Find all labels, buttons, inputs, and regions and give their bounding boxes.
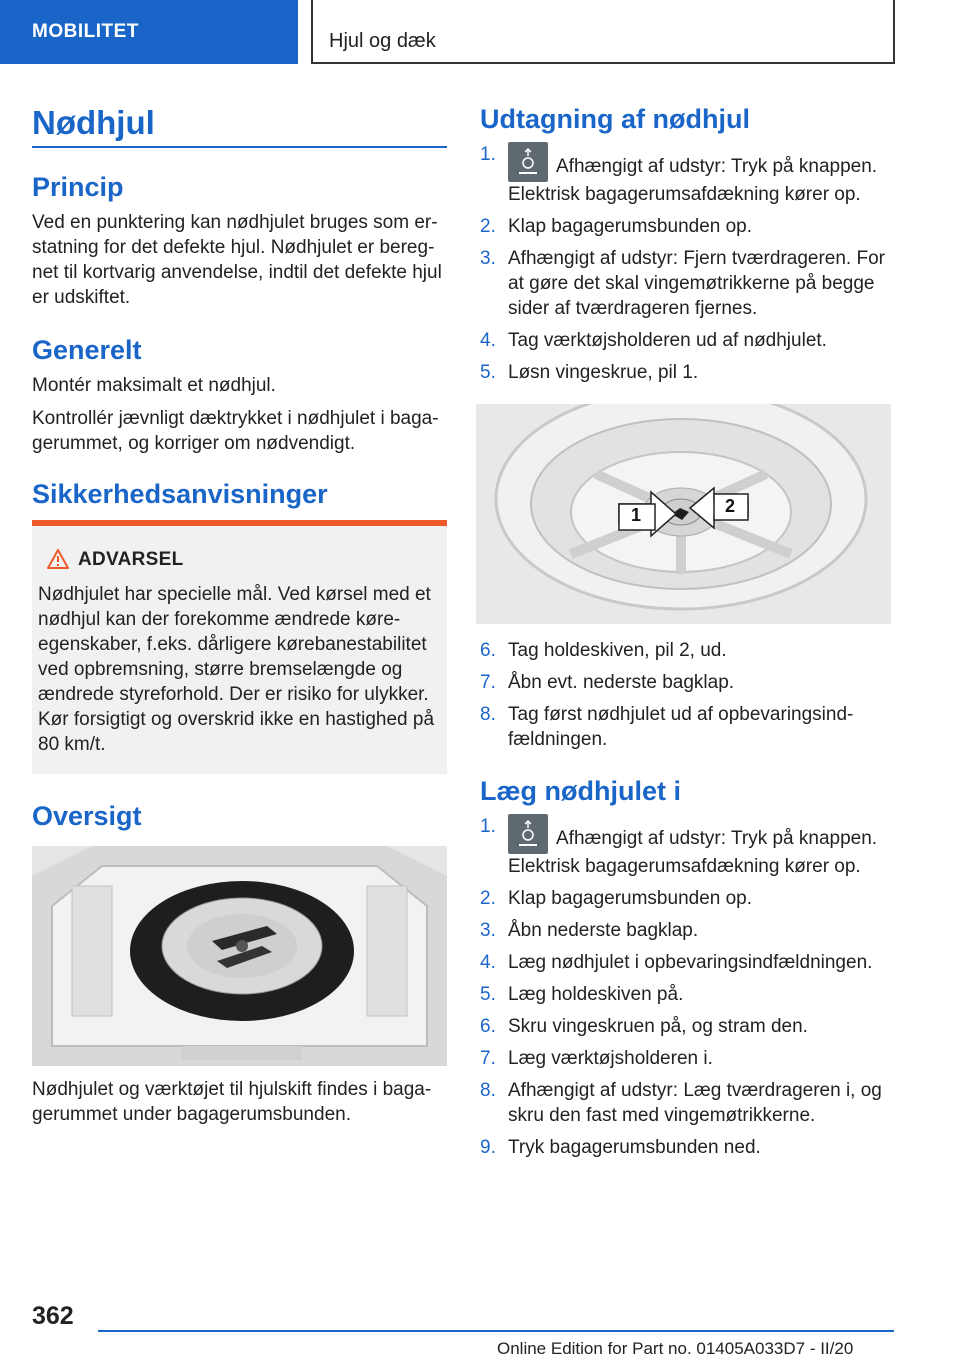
list-item bbox=[480, 982, 900, 1007]
step-text: Åbn evt. nederste bagklap. bbox=[508, 672, 735, 693]
step-text: Elektrisk bagagerumsafdækning kører op. bbox=[508, 184, 861, 205]
step-text: Klap bagagerumsbunden op. bbox=[508, 888, 753, 909]
step-text: Elektrisk bagagerumsafdækning kører op. bbox=[508, 856, 861, 877]
step-number: 7. bbox=[480, 1048, 496, 1069]
warning-text bbox=[38, 582, 443, 757]
step-number: 5. bbox=[480, 362, 496, 383]
list-item bbox=[480, 670, 900, 695]
text-line: gerummet, og korriger om nødvendigt. bbox=[32, 433, 356, 454]
arrow-label-2: 2 bbox=[725, 496, 736, 516]
step-text: Læg nødhjulet i opbevaringsindfældningen. bbox=[508, 952, 873, 973]
udtagning-steps bbox=[480, 144, 900, 392]
text-line: statning for det defekte hjul. Nødhjulet er bereg- bbox=[32, 237, 435, 258]
step-number: 1. bbox=[480, 144, 496, 165]
step-text: Tag holdeskiven, pil 2, ud. bbox=[508, 640, 727, 661]
step-text: Afhængigt af udstyr: Fjern tværdrageren. For bbox=[508, 248, 885, 269]
text-line: Ved en punktering kan nødhjulet bruges som er- bbox=[32, 212, 438, 233]
step-number: 6. bbox=[480, 640, 496, 661]
text-line: ved opbremsning, større bremselængde og bbox=[38, 659, 403, 680]
step-text: at gøre det skal vingemøtrikkerne på begge bbox=[508, 273, 875, 294]
chapter-title: Hjul og dæk bbox=[311, 0, 895, 64]
text-line: Nødhjulet har specielle mål. Ved kørsel med et bbox=[38, 584, 431, 605]
step-text: Tag først nødhjulet ud af opbevaringsind- bbox=[508, 704, 854, 725]
page-number: 362 bbox=[32, 1302, 74, 1330]
step-number: 8. bbox=[480, 1080, 496, 1101]
text-line: er udskiftet. bbox=[32, 287, 131, 308]
step-text: Tag værktøjsholderen ud af nødhjulet. bbox=[508, 330, 827, 351]
list-item bbox=[480, 950, 900, 975]
step-text: skru den fast med vingemøtrikkerne. bbox=[508, 1105, 816, 1126]
step-text: Afhængigt af udstyr: Tryk på knappen. bbox=[556, 156, 878, 177]
step-text: fældningen. bbox=[508, 729, 608, 750]
step-text: Afhængigt af udstyr: Tryk på knappen. bbox=[556, 828, 878, 849]
step-number: 1. bbox=[480, 816, 496, 837]
list-item bbox=[480, 918, 900, 943]
text-line: egenskaber, f.eks. dårligere kørebanestabilitet bbox=[38, 634, 427, 655]
sikkerhed-heading: Sikkerhedsanvisninger bbox=[32, 479, 328, 509]
step-text: Klap bagagerumsbunden op. bbox=[508, 216, 753, 237]
title-rule bbox=[32, 146, 447, 148]
list-item bbox=[480, 1014, 900, 1039]
step-number: 7. bbox=[480, 672, 496, 693]
list-item bbox=[480, 702, 900, 752]
warning-box bbox=[32, 526, 447, 774]
udtagning-heading: Udtagning af nødhjul bbox=[480, 104, 750, 134]
list-item bbox=[480, 1078, 900, 1128]
warning-title: ADVARSEL bbox=[78, 549, 184, 570]
footer-rule bbox=[98, 1330, 894, 1332]
text-line: ændrede styreforhold. Der er risiko for ulykker. bbox=[38, 684, 429, 705]
list-item bbox=[480, 142, 900, 207]
step-number: 2. bbox=[480, 216, 496, 237]
list-item bbox=[480, 328, 900, 353]
trunk-floor-button-icon bbox=[508, 142, 548, 182]
list-item bbox=[480, 814, 900, 879]
list-item bbox=[480, 214, 900, 239]
step-number: 9. bbox=[480, 1137, 496, 1158]
list-item bbox=[480, 360, 900, 385]
princip-heading: Princip bbox=[32, 172, 124, 202]
text-line: 80 km/t. bbox=[38, 734, 106, 755]
list-item bbox=[480, 1046, 900, 1071]
text-line: Kør forsigtigt og overskrid ikke en hastighed på bbox=[38, 709, 435, 730]
list-item bbox=[480, 638, 900, 663]
warning-triangle-icon bbox=[46, 548, 70, 575]
step-text: Afhængigt af udstyr: Læg tværdrageren i, og bbox=[508, 1080, 882, 1101]
step-text: Skru vingeskruen på, og stram den. bbox=[508, 1016, 808, 1037]
text-line: nødhjul kan der forekomme ændrede køre- bbox=[38, 609, 401, 630]
step-text: Tryk bagagerumsbunden ned. bbox=[508, 1137, 761, 1158]
step-number: 4. bbox=[480, 330, 496, 351]
step-text: Åbn nederste bagklap. bbox=[508, 920, 699, 941]
edition-text: Online Edition for Part no. 01405A033D7 - II/20 bbox=[497, 1339, 854, 1358]
princip-text bbox=[32, 210, 452, 310]
step-number: 6. bbox=[480, 1016, 496, 1037]
arrow-label-1: 1 bbox=[631, 505, 642, 525]
laeg-heading: Læg nødhjulet i bbox=[480, 776, 681, 806]
list-item bbox=[480, 886, 900, 911]
trunk-spare-wheel-illustration bbox=[32, 846, 447, 1066]
step-number: 3. bbox=[480, 920, 496, 941]
text-line: Nødhjulet og værktøjet til hjulskift findes i baga- bbox=[32, 1079, 432, 1100]
step-text: Løsn vingeskrue, pil 1. bbox=[508, 362, 699, 383]
generelt-heading: Generelt bbox=[32, 335, 142, 365]
laeg-steps bbox=[480, 816, 900, 1167]
list-item bbox=[480, 1135, 900, 1160]
step-number: 8. bbox=[480, 704, 496, 725]
step-number: 5. bbox=[480, 984, 496, 1005]
list-item bbox=[480, 246, 900, 321]
step-text: Læg værktøjsholderen i. bbox=[508, 1048, 713, 1069]
step-number: 2. bbox=[480, 888, 496, 909]
oversigt-caption bbox=[32, 1077, 452, 1127]
text-line: gerummet under bagagerumsbunden. bbox=[32, 1104, 351, 1125]
step-number: 3. bbox=[480, 248, 496, 269]
page-title: Nødhjul bbox=[32, 104, 155, 141]
generelt-text-1: Montér maksimalt et nødhjul. bbox=[32, 375, 276, 396]
step-text: Læg holdeskiven på. bbox=[508, 984, 684, 1005]
text-line: Kontrollér jævnligt dæktrykket i nødhjulet i baga- bbox=[32, 408, 439, 429]
spare-wheel-detail-illustration bbox=[476, 404, 891, 624]
generelt-text-2 bbox=[32, 406, 452, 456]
oversigt-heading: Oversigt bbox=[32, 801, 142, 831]
step-text: sider af tværdrageren fjernes. bbox=[508, 298, 758, 319]
step-number: 4. bbox=[480, 952, 496, 973]
text-line: net til kortvarig anvendelse, indtil det defekte hjul bbox=[32, 262, 442, 283]
section-tab: MOBILITET bbox=[0, 0, 298, 64]
udtagning-steps-continued bbox=[480, 638, 900, 759]
trunk-floor-button-icon bbox=[508, 814, 548, 854]
